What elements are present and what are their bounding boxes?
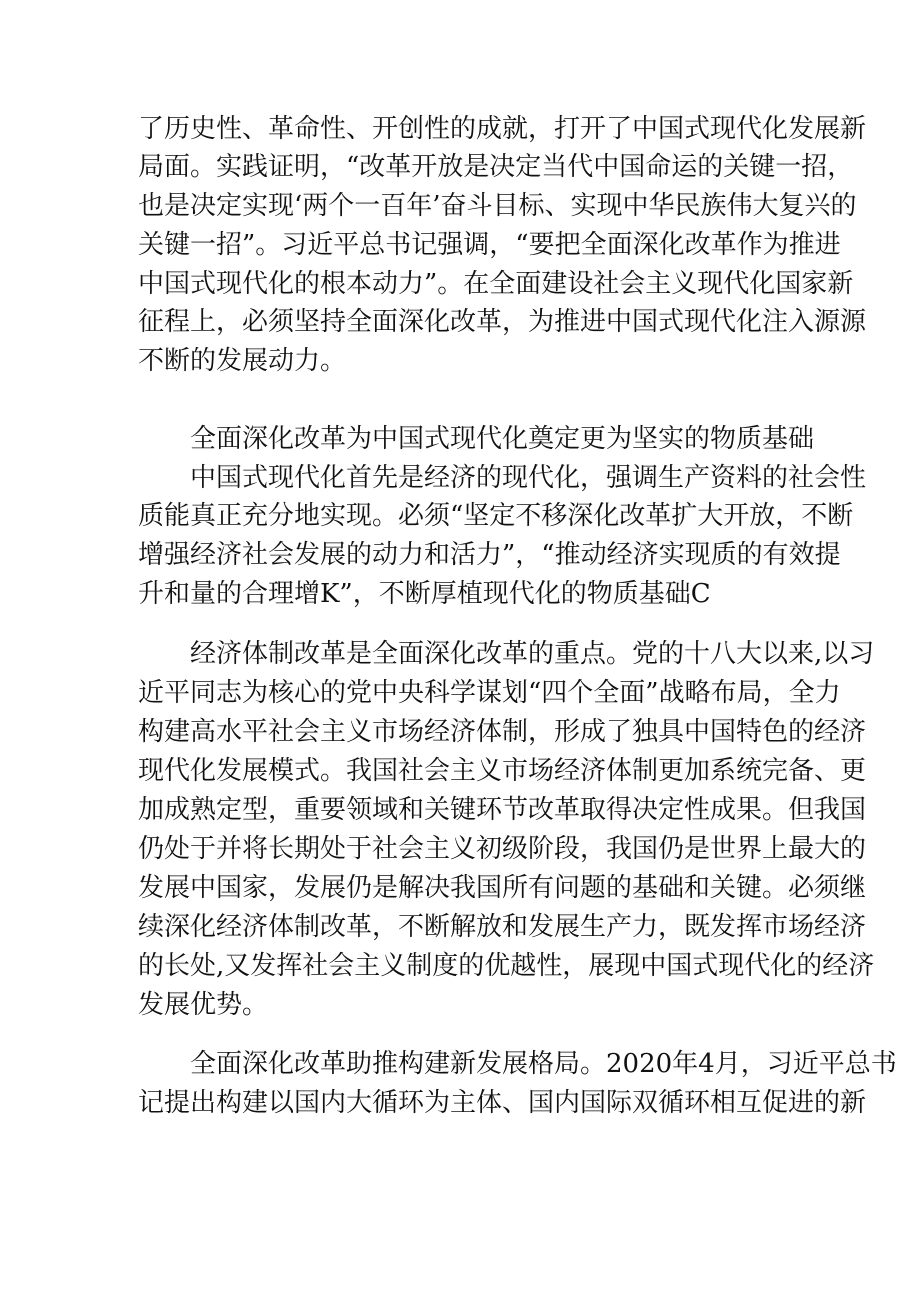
paragraph-line: 局面。实践证明，“改革开放是决定当代中国命运的关键一招， [138, 152, 854, 182]
paragraph-line: 了历史性、革命性、开创性的成就，打开了中国式现代化发展新 [138, 114, 867, 144]
paragraph-line: 关键一招”。习近平总书记强调，“要把全面深化改革作为推进 [138, 230, 841, 260]
paragraph-line: 经济体制改革是全面深化改革的重点。党的十八大以来,以习 [190, 639, 875, 669]
paragraph-line: 仍处于并将长期处于社会主义初级阶段，我国仍是世界上最大的 [138, 834, 867, 864]
paragraph-line: 征程上，必须坚持全面深化改革，为推进中国式现代化注入源源 [138, 307, 867, 337]
paragraph-line: 加成熟定型，重要领域和关键环节改革取得决定性成果。但我国 [138, 795, 867, 825]
paragraph-line: 现代化发展模式。我国社会主义市场经济体制更加系统完备、更 [138, 756, 867, 786]
paragraph-line: 发展优势。 [138, 990, 269, 1020]
paragraph-line: 发展中国家，发展仍是解决我国所有问题的基础和关键。必须继 [138, 873, 867, 903]
paragraph-line: 中国式现代化首先是经济的现代化，强调生产资料的社会性 [190, 463, 867, 493]
paragraph-line: 记提出构建以国内大循环为主体、国内国际双循环相互促进的新 [138, 1088, 867, 1118]
paragraph-line: 也是决定实现‘两个一百年’奋斗目标、实现中华民族伟大复兴的 [138, 191, 857, 221]
paragraph-line: 近平同志为核心的党中央科学谋划“四个全面”战略布局，全力 [138, 678, 841, 708]
section-heading: 全面深化改革为中国式现代化奠定更为坚实的物质基础 [190, 424, 815, 454]
paragraph-line: 升和量的合理增K”，不断厚植现代化的物质基础C [138, 579, 711, 609]
paragraph-line: 全面深化改革助推构建新发展格局。2020年4月，习近平总书 [190, 1049, 897, 1079]
paragraph-line: 构建高水平社会主义市场经济体制，形成了独具中国特色的经济 [138, 717, 867, 747]
paragraph-line: 质能真正充分地实现。必须“坚定不移深化改革扩大开放，不断 [138, 501, 854, 531]
paragraph-line: 不断的发展动力。 [138, 346, 347, 376]
paragraph-line: 增强经济社会发展的动力和活力”，“推动经济实现质的有效提 [138, 540, 841, 570]
paragraph-line: 中国式现代化的根本动力”。在全面建设社会主义现代化国家新 [138, 269, 854, 299]
paragraph-line: 续深化经济体制改革，不断解放和发展生产力，既发挥市场经济 [138, 912, 867, 942]
paragraph-line: 的长处,又发挥社会主义制度的优越性，展现中国式现代化的经济 [138, 951, 875, 981]
